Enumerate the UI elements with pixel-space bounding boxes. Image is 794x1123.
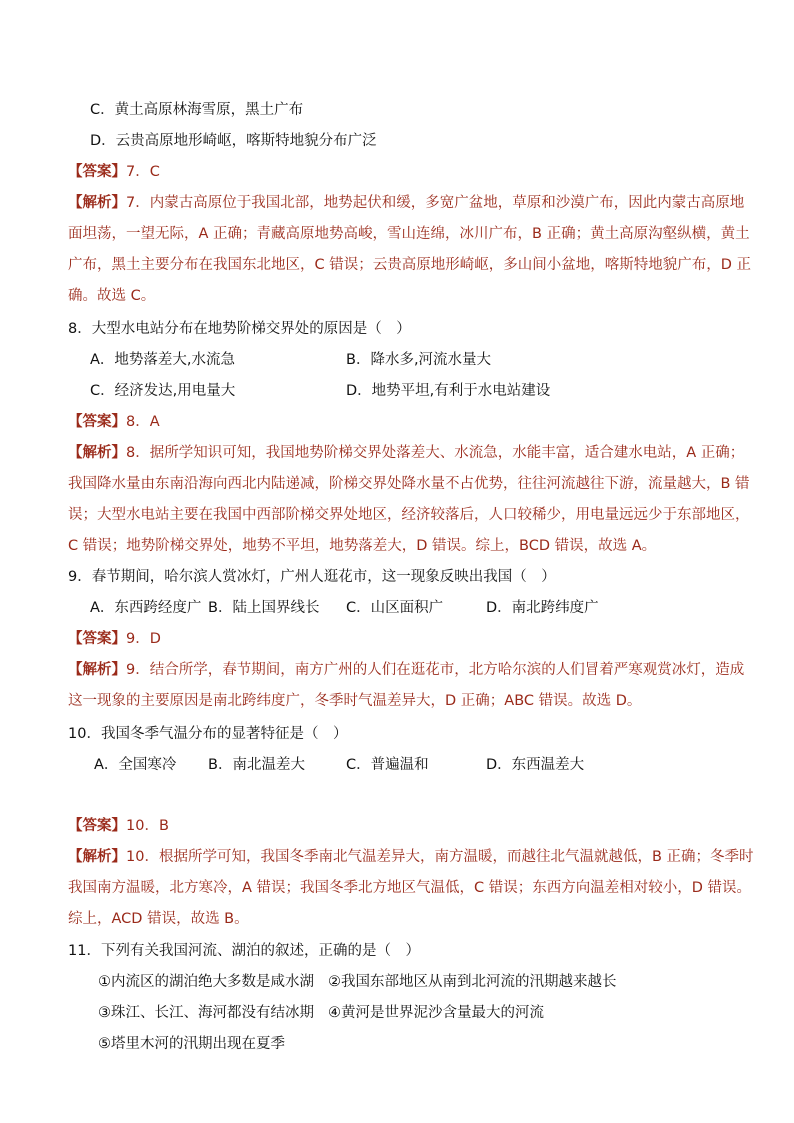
q10-analysis-line-3: 综上，ACD 错误，故选 B。	[68, 911, 249, 927]
q8-analysis-line-4: C 错误；地势阶梯交界处，地势不平坦，地势落差大，D 错误。综上，BCD 错误，故选 A。	[68, 538, 657, 554]
q11-statement-1: ①内流区的湖泊绝大多数是咸水湖	[98, 974, 314, 990]
analysis-tag: 【解析】	[68, 849, 126, 865]
q9-answer	[68, 628, 161, 650]
q7-analysis-line-3: 广布，黑土主要分布在我国东北地区，C 错误；云贵高原地形崎岖，多山间小盆地，喀斯特地貌广布，D 正	[68, 257, 752, 273]
q10-analysis-line-1-text: 【解析】10．根据所学可知，我国冬季南北气温差异大，南方温暖，而越往北气温就越低，B 正确；冬季时	[68, 849, 754, 865]
q11-statement-4: ④黄河是世界泥沙含量最大的河流	[328, 1005, 544, 1021]
q7-analysis-line-1: 【解析】7．内蒙古高原位于我国北部，地势起伏和缓，多宽广盆地，草原和沙漠广布，因此内蒙古高原地	[68, 195, 745, 211]
q9-question: 9．春节期间，哈尔滨人赏冰灯，广州人逛花市，这一现象反映出我国（ ）	[68, 569, 556, 585]
q11-statement-5: ⑤塔里木河的汛期出现在夏季	[98, 1036, 285, 1052]
q8-answer	[68, 411, 160, 433]
analysis-tag: 【解析】	[68, 195, 126, 211]
analysis-tag: 【解析】	[68, 662, 126, 678]
q9-analysis-line-1: 【解析】9．结合所学，春节期间，南方广州的人们在逛花市，北方哈尔滨的人们冒着严寒观赏冰灯，造成	[68, 662, 745, 678]
answer-value: 8．A	[126, 414, 160, 430]
q11-question: 11．下列有关我国河流、湖泊的叙述，正确的是（ ）	[68, 943, 420, 959]
answer-tag: 【答案】	[68, 818, 126, 834]
q10-question: 10．我国冬季气温分布的显著特征是（ ）	[68, 726, 348, 742]
q10-option-c: C．普遍温和	[346, 757, 429, 773]
answer-tag: 【答案】	[68, 414, 126, 430]
q8-analysis-line-2: 我国降水量由东南沿海向西北内陆递减，阶梯交界处降水量不占优势，往往河流越往下游，流量越大，B 错	[68, 476, 750, 492]
q8-option-a: A．地势落差大,水流急	[90, 352, 236, 368]
q6-option-d: D．云贵高原地形崎岖，喀斯特地貌分布广泛	[90, 133, 377, 149]
q11-statement-3: ③珠江、长江、海河都没有结冰期	[98, 1005, 314, 1021]
q7-analysis-line-4: 确。故选 C。	[68, 288, 156, 304]
q10-answer	[68, 815, 169, 837]
q11-statement-2: ②我国东部地区从南到北河流的汛期越来越长	[328, 974, 617, 990]
answer-value: 9．D	[126, 631, 161, 647]
q8-analysis-line-1: 【解析】8．据所学知识可知，我国地势阶梯交界处落差大、水流急，水能丰富，适合建水电站，A 正确；	[68, 445, 745, 461]
answer-tag: 【答案】	[68, 631, 126, 647]
q8-option-d: D．地势平坦,有利于水电站建设	[346, 383, 551, 399]
q7-answer	[68, 161, 160, 183]
q10-option-a: A．全国寒冷	[94, 757, 177, 773]
q7-analysis-line-2: 面坦荡，一望无际，A 正确；青藏高原地势高峻，雪山连绵，冰川广布，B 正确；黄土高原沟壑纵横，黄土	[68, 226, 750, 242]
q8-option-b: B．降水多,河流水量大	[346, 352, 492, 368]
q9-option-a: A．东西跨经度广	[90, 600, 202, 616]
q8-analysis-line-3: 误；大型水电站主要在我国中西部阶梯交界处地区，经济较落后，人口较稀少，用电量远远少于东部地区，	[68, 507, 750, 523]
q9-analysis-line-2: 这一现象的主要原因是南北跨纬度广，冬季时气温差异大，D 正确；ABC 错误。故选 D。	[68, 693, 642, 709]
q9-option-c: C．山区面积广	[346, 600, 444, 616]
answer-tag: 【答案】	[68, 164, 126, 180]
q6-option-c: C．黄土高原林海雪原，黑土广布	[90, 102, 304, 118]
q9-option-b: B．陆上国界线长	[208, 600, 320, 616]
answer-value: 7．C	[126, 164, 160, 180]
q10-option-b: B．南北温差大	[208, 757, 305, 773]
q10-analysis-line-2: 我国南方温暖，北方寒冷，A 错误；我国冬季北方地区气温低，C 错误；东西方向温差相对较小，D 错误。	[68, 880, 752, 896]
answer-value: 10．B	[126, 818, 169, 834]
q8-option-c: C．经济发达,用电量大	[90, 383, 236, 399]
analysis-tag: 【解析】	[68, 445, 126, 461]
q8-question: 8．大型水电站分布在地势阶梯交界处的原因是（ ）	[68, 321, 411, 337]
q10-option-d: D．东西温差大	[486, 757, 585, 773]
q9-option-d: D．南北跨纬度广	[486, 600, 599, 616]
